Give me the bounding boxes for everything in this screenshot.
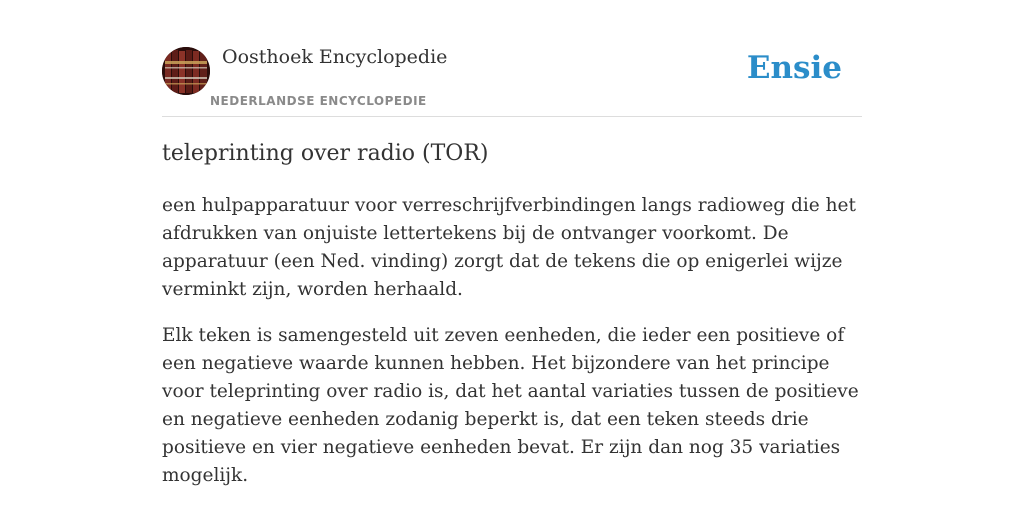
site-subtitle: NEDERLANDSE ENCYCLOPEDIE bbox=[210, 94, 427, 108]
book-spines-icon[interactable] bbox=[162, 47, 210, 95]
brand-logo[interactable]: Ensie bbox=[746, 50, 842, 86]
page-container bbox=[162, 0, 862, 486]
article-title: teleprinting over radio (TOR) bbox=[162, 141, 489, 166]
article-body bbox=[162, 192, 862, 508]
site-header bbox=[162, 0, 862, 117]
article-paragraph: Elk teken is samengesteld uit zeven eenheden, die ieder een positieve of een negatieve waarde kunnen hebben. Het bijzondere van het principe voor teleprinting over radio is, dat het aantal variaties tussen de positieve en negatieve eenheden zodanig beperkt is, dat een teken steeds drie positieve en vier negatieve eenheden bevat. Er zijn dan nog 35 variaties mogelijk. bbox=[162, 325, 859, 486]
article-paragraph: een hulpapparatuur voor verreschrijfverbindingen langs radioweg die het afdrukken van onjuiste lettertekens bij de ontvanger voorkomt. De apparatuur (een Ned. vinding) zorgt dat de tekens die op enigerlei wijze verminkt zijn, worden herhaald. bbox=[162, 195, 856, 300]
site-title[interactable]: Oosthoek Encyclopedie bbox=[222, 46, 448, 68]
